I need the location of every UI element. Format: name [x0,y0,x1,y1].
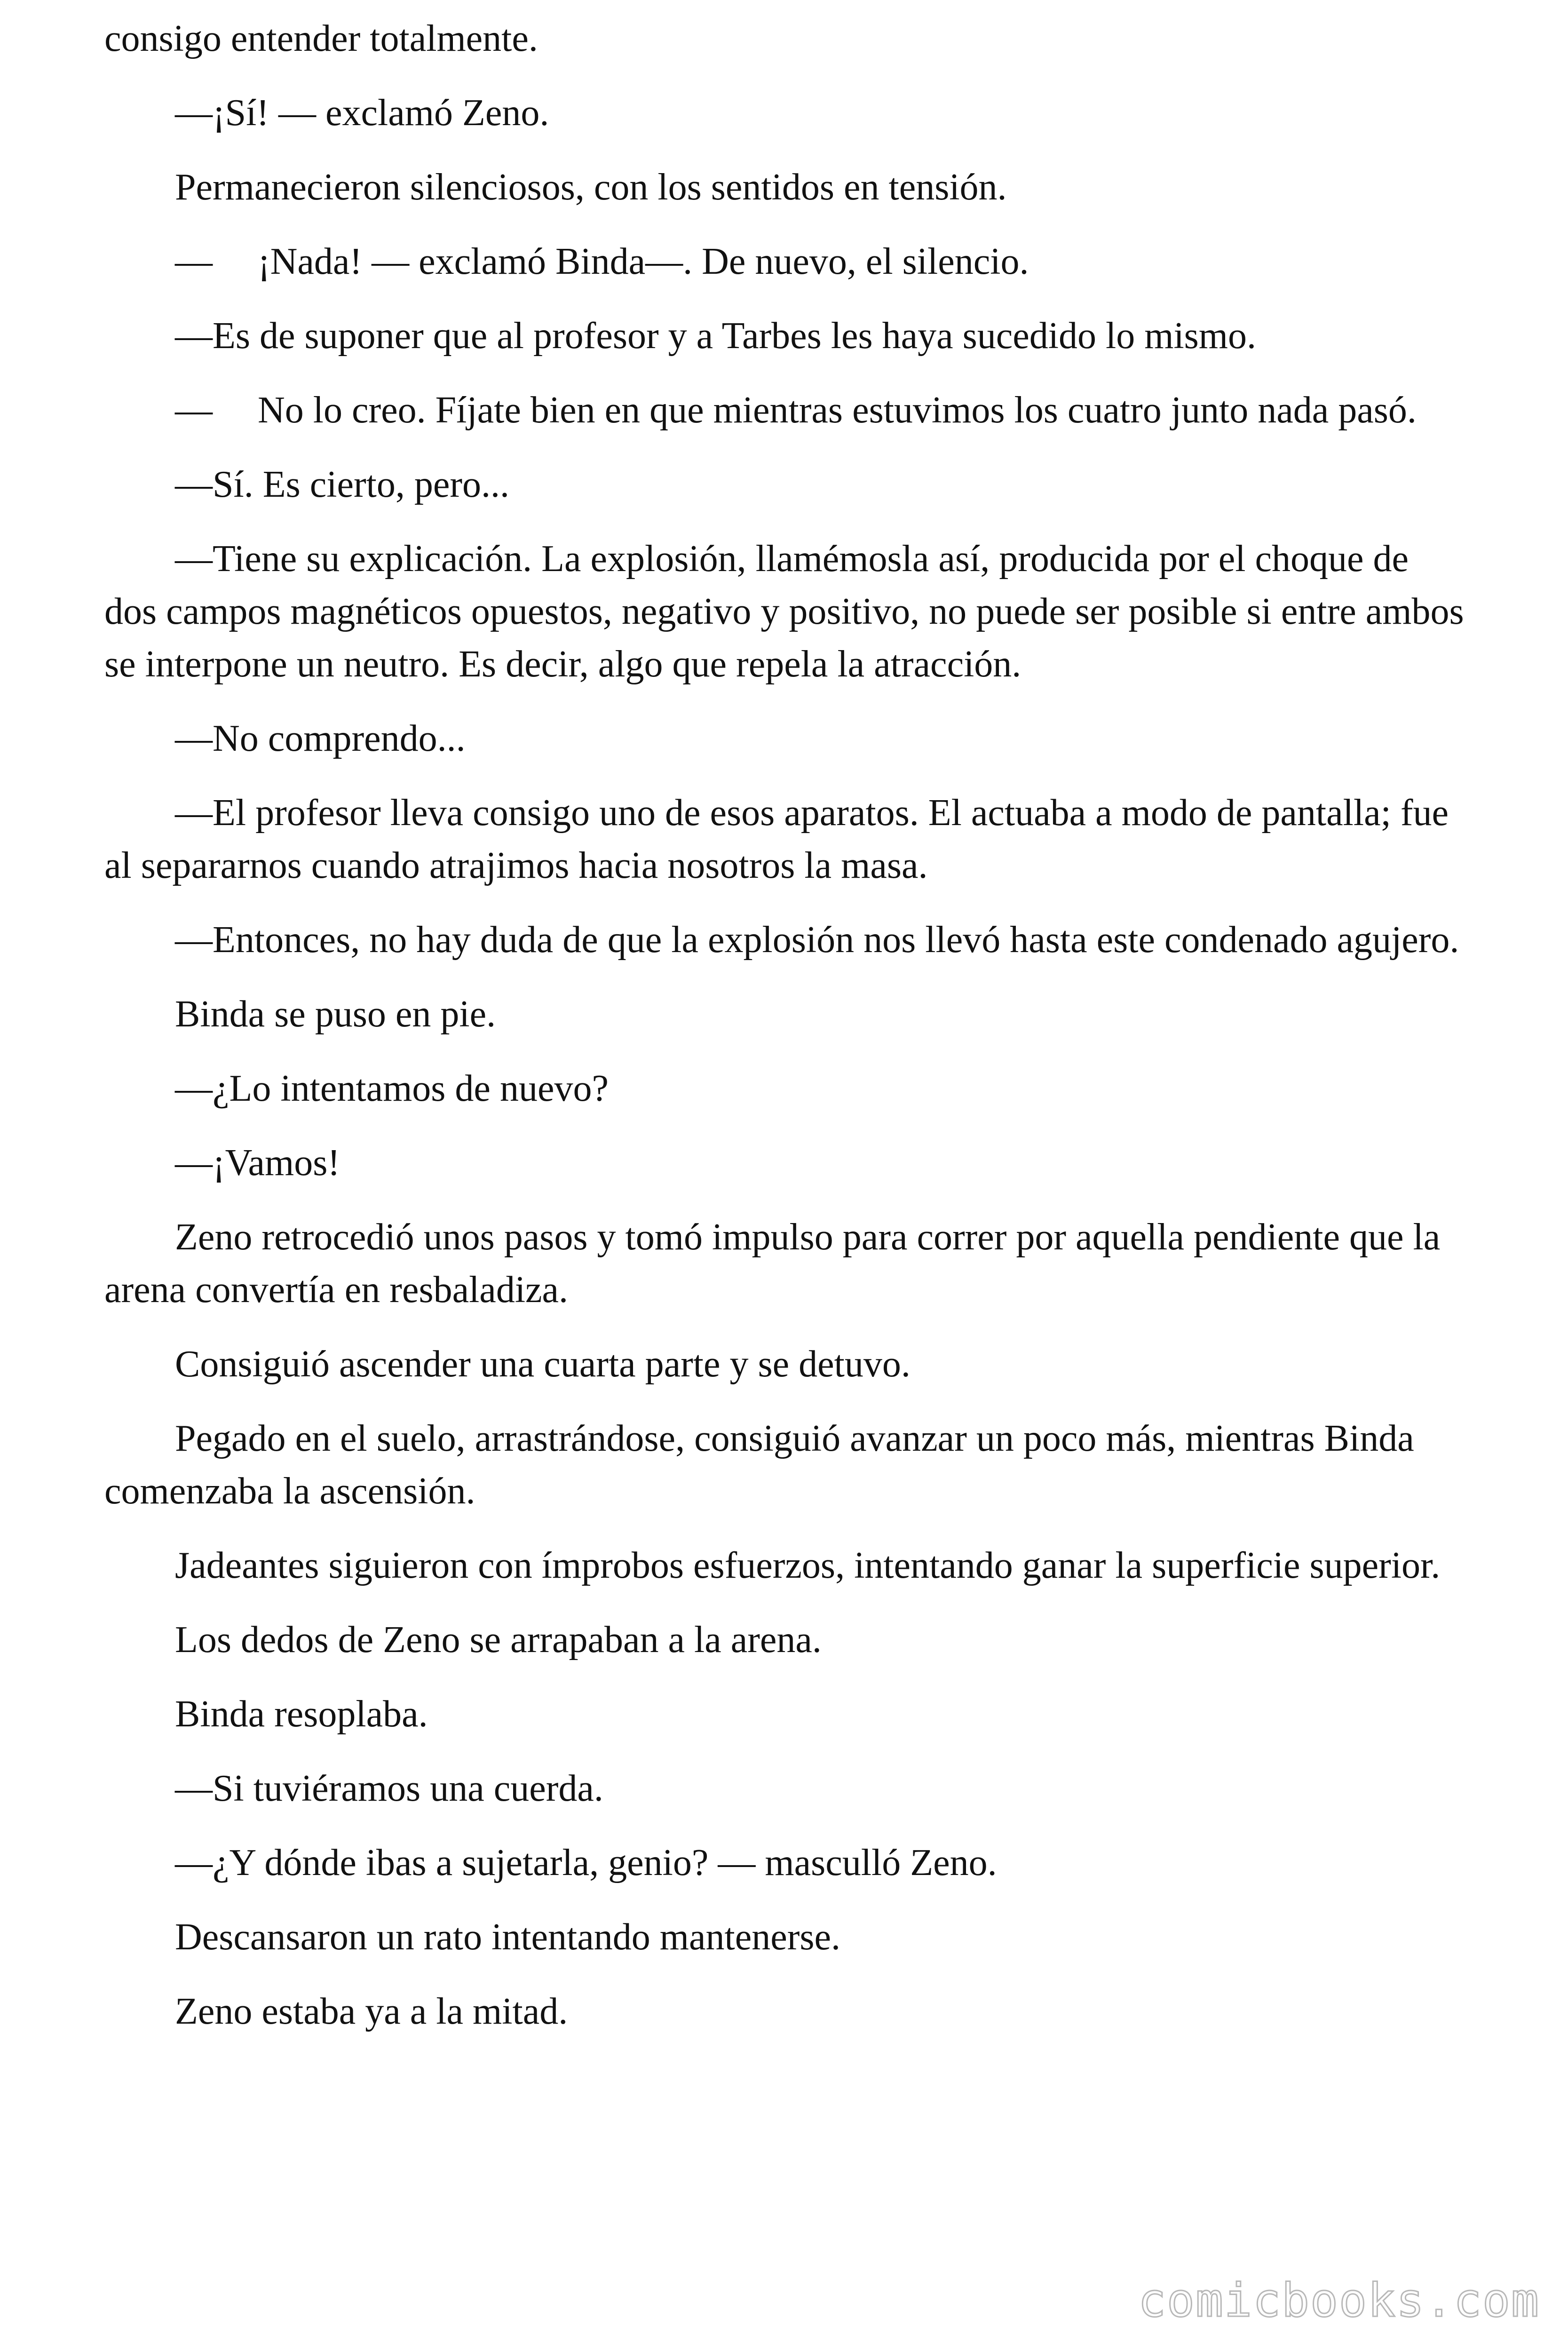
paragraph: consigo entender totalmente. [104,18,538,59]
paragraph: — No lo creo. Fíjate bien en que mientras estuvimos los cuatro junto nada pasó. [175,389,1417,431]
paragraph: Pegado en el suelo, arrastrándose, consiguió avanzar un poco más, mientras Binda comenzaba la ascensión. [104,1418,1414,1512]
paragraph: Permanecieron silenciosos, con los sentidos en tensión. [175,167,1007,208]
paragraph: —¡Sí! — exclamó Zeno. [175,92,549,134]
dialogue-dash: — [175,241,213,282]
paragraph: Jadeantes siguieron con ímprobos esfuerzos, intentando ganar la superficie superior. [175,1545,1441,1586]
paragraph: —Sí. Es cierto, pero... [175,464,509,505]
body-text [104,12,1468,2059]
paragraph: —¿Lo intentamos de nuevo? [175,1068,609,1109]
paragraph: —Es de suponer que al profesor y a Tarbes les haya sucedido lo mismo. [175,315,1257,357]
paragraph: —¿Y dónde ibas a sujetarla, genio? — masculló Zeno. [175,1842,997,1883]
paragraph: Descansaron un rato intentando mantenerse. [175,1916,841,1958]
paragraph: —El profesor lleva consigo uno de esos aparatos. El actuaba a modo de pantalla; fue al separarnos cuando atrajimos hacia nosotros la masa. [104,792,1449,886]
paragraph: —Si tuviéramos una cuerda. [175,1768,603,1809]
paragraph: Zeno retrocedió unos pasos y tomó impulso para correr por aquella pendiente que la arena convertía en resbaladiza. [104,1216,1441,1311]
watermark: comicbooks.com [1138,2274,1540,2328]
paragraph: —Entonces, no hay duda de que la explosión nos llevó hasta este condenado agujero. [175,919,1459,961]
paragraph: —¡Vamos! [175,1142,341,1184]
paragraph: — ¡Nada! — exclamó Binda—. De nuevo, el silencio. [175,241,1029,282]
paragraph: Zeno estaba ya a la mitad. [175,1991,568,2032]
paragraph: Los dedos de Zeno se arrapaban a la arena. [175,1619,822,1661]
paragraph: Binda se puso en pie. [175,993,496,1035]
paragraph: Binda resoplaba. [175,1693,428,1735]
paragraph: Consiguió ascender una cuarta parte y se detuvo. [175,1343,911,1385]
paragraph: —No comprendo... [175,718,466,759]
dialogue-dash: — [175,389,213,431]
paragraph: —Tiene su explicación. La explosión, llamémosla así, producida por el choque de dos campos magnéticos opuestos, negativo y positivo, no puede ser posible si entre ambos se interpone un neutro. Es decir, algo que repela la atracción. [104,538,1464,685]
